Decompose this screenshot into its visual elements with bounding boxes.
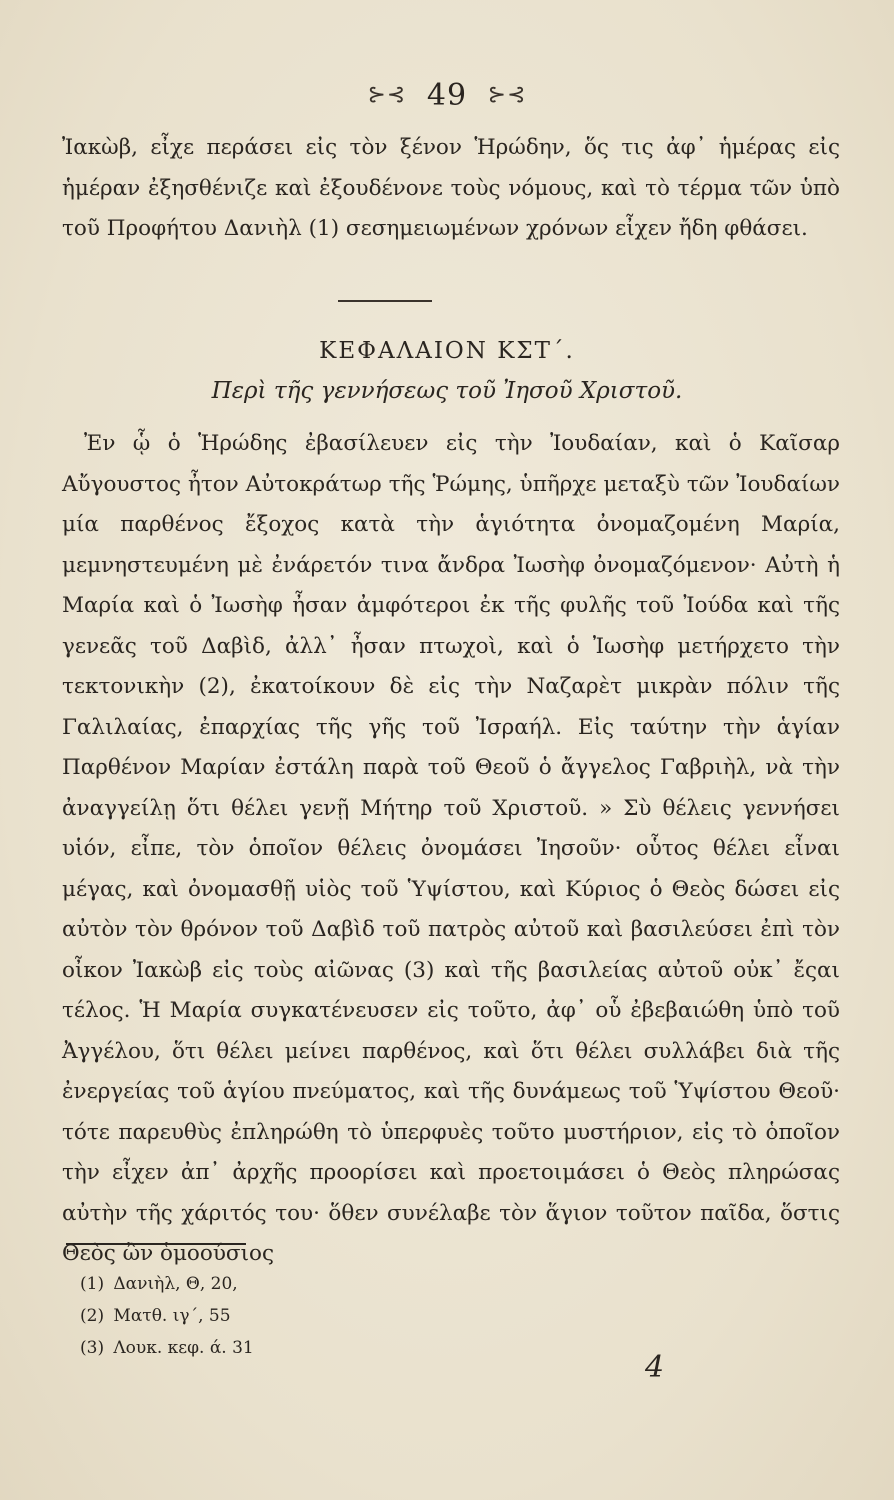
signature-mark: 4 <box>645 1350 665 1385</box>
footnotes <box>80 1268 254 1364</box>
ornament-left-icon: ⊱⊰ <box>367 82 407 108</box>
footnote-item <box>80 1332 254 1364</box>
footnote-text: Ματθ. ιγ΄, 55 <box>113 1306 231 1326</box>
page-header <box>0 76 894 113</box>
footnote-divider <box>66 1243 246 1245</box>
footnote-number: (2) <box>80 1306 105 1326</box>
footnote-text: Δανιὴλ, Θ, 20, <box>113 1274 238 1294</box>
chapter-title: ΚΕΦΑΛΑΙΟΝ ΚΣΤ΄. <box>319 338 575 364</box>
page-number: 49 <box>426 77 468 113</box>
footnote-number: (1) <box>80 1274 105 1294</box>
body-paragraph-block <box>62 424 840 1275</box>
top-paragraph-block <box>62 128 840 250</box>
body-paragraph: Ἐν ᾧ ὁ Ἡρώδης ἐβασίλευεν εἰς τὴν Ἰουδαίαν, καὶ ὁ Καῖσαρ Αὔγουστος ἦτον Αὐτοκράτωρ τῆς Ῥώμης, ὑπῆρχε μεταξὺ τῶν Ἰουδαίων μία παρθένος ἔξοχος κατὰ τὴν ἁγιότητα ὀνομαζομένη Μαρία, μεμνηστευμένη μὲ ἐνάρετόν τινα ἄνδρα Ἰωσὴφ ὀνομαζόμενον· Αὐτὴ ἡ Μαρία καὶ ὁ Ἰωσὴφ ἦσαν ἀμφότεροι ἐκ τῆς φυλῆς τοῦ Ἰούδα καὶ τῆς γενεᾶς τοῦ Δαβὶδ, ἀλλ᾽ ἦσαν πτωχοὶ, καὶ ὁ Ἰωσὴφ μετήρχετο τὴν τεκτονικὴν (2), ἐκατοίκουν δὲ εἰς τὴν Ναζαρὲτ μικρὰν πόλιν τῆς Γαλιλαίας, ἐπαρχίας τῆς γῆς τοῦ Ἰσραήλ. Εἰς ταύτην τὴν ἁγίαν Παρθένον Μαρίαν ἐστάλη παρὰ τοῦ Θεοῦ ὁ ἄγγελος Γαβριὴλ, νὰ τὴν ἀναγγείλῃ ὅτι θέλει γενῇ Μήτηρ τοῦ Χριστοῦ. » Σὺ θέλεις γεννήσει υἱόν, εἶπε, τὸν ὁποῖον θέλεις ὀνομάσει Ἰησοῦν· οὗτος θέλει εἶναι μέγας, καὶ ὀνομασθῇ υἱὸς τοῦ Ὑψίστου, καὶ Κύριος ὁ Θεὸς δώσει εἰς αὐτὸν τὸν θρόνον τοῦ Δαβὶδ τοῦ πατρὸς αὐτοῦ καὶ βασιλεύσει ἐπὶ τὸν οἶκον Ἰακὼβ εἰς τοὺς αἰῶνας (3) καὶ τῆς βασιλείας αὐτοῦ οὐκ᾽ ἔςαι τέλος. Ἡ Μαρία συγκατένευσεν εἰς τοῦτο, ἀφ᾽ οὗ ἐβεβαιώθη ὑπὸ τοῦ Ἀγγέλου, ὅτι θέλει μείνει παρθένος, καὶ ὅτι θέλει συλλάβει διὰ τῆς ἐνεργείας τοῦ ἁγίου πνεύματος, καὶ τῆς δυνάμεως τοῦ Ὑψίστου Θεοῦ· τότε παρευθὺς ἐπληρώθη τὸ ὑπερφυὲς τοῦτο μυστήριον, εἰς τὸ ὁποῖον τὴν εἶχεν ἀπ᾽ ἀρχῆς προορίσει καὶ προετοιμάσει ὁ Θεὸς πληρώσας αὐτὴν τῆς χάριτός του· ὅθεν συνέλαβε τὸν ἅγιον τοῦτον παῖδα, ὅστις Θεὸς ὢν ὁμοούσιος <box>62 431 840 1266</box>
ornament-right-icon: ⊱⊰ <box>487 82 527 108</box>
footnote-number: (3) <box>80 1338 105 1358</box>
chapter-subtitle: Περὶ τῆς γεννήσεως τοῦ Ἰησοῦ Χριστοῦ. <box>211 378 683 404</box>
footnote-text: Λουκ. κεφ. ά. 31 <box>113 1338 254 1358</box>
top-paragraph: Ἰακὼβ, εἶχε περάσει εἰς τὸν ξένον Ἡρώδην, ὅς τις ἀφ᾽ ἡμέρας εἰς ἡμέραν ἐξησθένιζε καὶ ἐξουδένονε τοὺς νόμους, καὶ τὸ τέρμα τῶν ὑπὸ τοῦ Προφήτου Δανιὴλ (1) σεσημειωμένων χρόνων εἶχεν ἤδη φθάσει. <box>62 135 840 241</box>
footnote-item <box>80 1268 254 1300</box>
footnote-item <box>80 1300 254 1332</box>
section-divider <box>338 300 432 302</box>
